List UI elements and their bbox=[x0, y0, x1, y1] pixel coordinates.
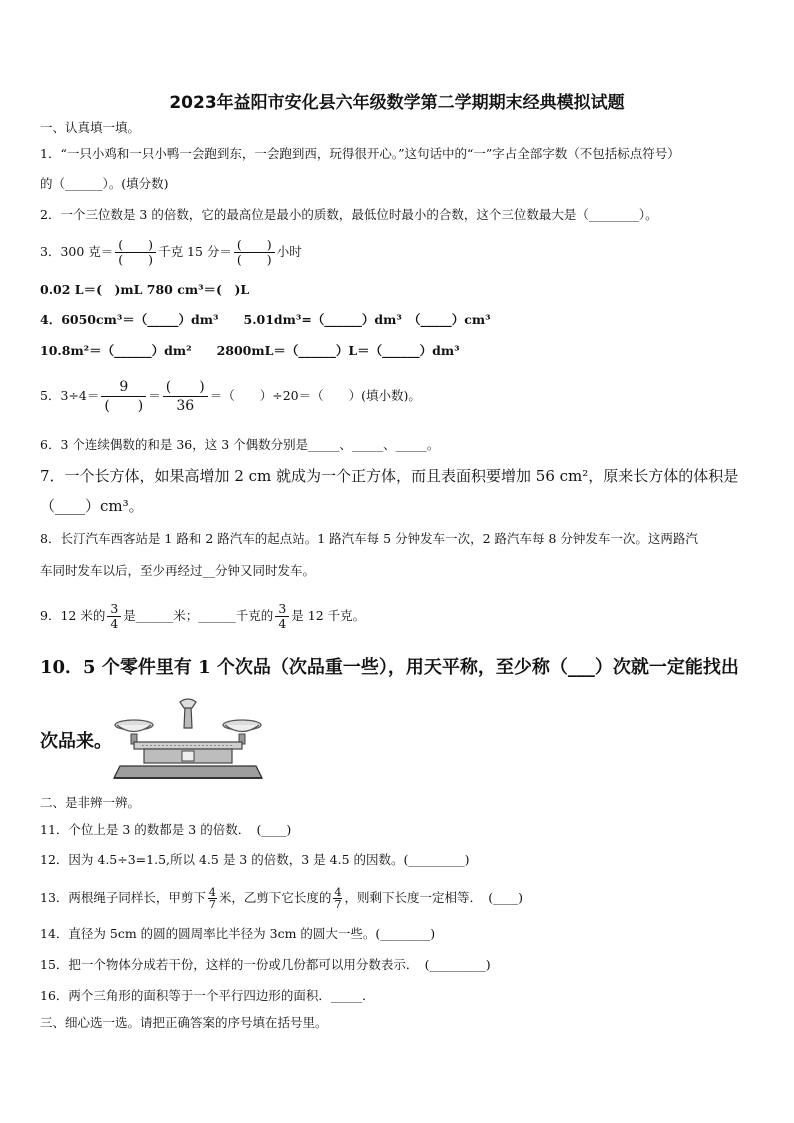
section-3-heading: 三、细心选一选。请把正确答案的序号填在括号里。 bbox=[40, 1015, 328, 1030]
q5-text-b: ＝（ ）÷20＝（ ）(填小数)。 bbox=[209, 388, 421, 403]
q5-fraction-1 bbox=[101, 378, 146, 415]
q13-text-c: ，则剩下长度一定相等． (____) bbox=[344, 890, 523, 905]
question-7-line-2: （____）cm³。 bbox=[40, 497, 144, 515]
q3-frac1-num: ( ) bbox=[115, 238, 156, 253]
q5-text-a: 5．3÷4＝ bbox=[40, 388, 100, 403]
question-10-line-2: 次品来。 bbox=[40, 731, 112, 752]
question-1-line-1: 1．“一只小鸡和一只小鸭一会跑到东，一会跑到西，玩得很开心。”这句话中的“一”字占全部字数（不包括标点符号） bbox=[40, 146, 680, 161]
question-13 bbox=[40, 880, 523, 916]
q13-frac2-den: 7 bbox=[334, 898, 342, 911]
question-9 bbox=[40, 597, 365, 635]
q13-text-b: 米，乙剪下它长度的 bbox=[218, 890, 332, 905]
question-8-line-2: 车同时发车以后，至少再经过__分钟又同时发车。 bbox=[40, 563, 316, 578]
q5-frac2-num: ( ) bbox=[163, 378, 208, 397]
question-4-line-2: 10.8m²＝（______）dm² 2800mL＝（______）L＝（______）dm³ bbox=[40, 343, 460, 358]
question-6: 6．3 个连续偶数的和是 36，这 3 个偶数分别是_____、_____、_____。 bbox=[40, 437, 440, 452]
q5-frac1-num: 9 bbox=[101, 378, 146, 397]
q3-text-b: 千克 15 分＝ bbox=[158, 244, 232, 259]
question-3 bbox=[40, 236, 302, 268]
question-10-line-1: 10．5 个零件里有 1 个次品（次品重一些），用天平称，至少称（___）次就一定能找出 bbox=[40, 657, 739, 678]
question-3-line-2: 0.02 L＝( )mL 780 cm³＝( )L bbox=[40, 282, 250, 297]
q3-fraction-1 bbox=[115, 238, 156, 267]
q13-frac1-num: 4 bbox=[208, 886, 216, 899]
q9-text-b: 是______米；______千克的 bbox=[123, 608, 274, 623]
section-2-heading: 二、是非辨一辨。 bbox=[40, 795, 141, 810]
q9-frac2-num: 3 bbox=[275, 602, 289, 617]
q13-fraction-1 bbox=[208, 887, 217, 910]
q9-frac1-num: 3 bbox=[107, 602, 121, 617]
question-5 bbox=[40, 374, 421, 418]
question-14: 14．直径为 5cm 的圆的圆周率比半径为 3cm 的圆大一些。(________) bbox=[40, 926, 436, 941]
question-4-line-1: 4．6050cm³＝（_____）dm³ 5.01dm³=（______）dm³ （_____）cm³ bbox=[40, 312, 491, 327]
q3-text-c: 小时 bbox=[276, 244, 302, 259]
question-8-line-1: 8．长汀汽车西客站是 1 路和 2 路汽车的起点站。1 路汽车每 5 分钟发车一次，2 路汽车每 8 分钟发车一次。这两路汽 bbox=[40, 531, 698, 546]
q9-frac1-den: 4 bbox=[110, 616, 119, 631]
question-1-line-2: 的（______）。(填分数) bbox=[40, 176, 169, 191]
q13-text-a: 13．两根绳子同样长，甲剪下 bbox=[40, 890, 206, 905]
page-title: 2023年益阳市安化县六年级数学第二学期期末经典模拟试题 bbox=[169, 93, 625, 113]
q5-fraction-2 bbox=[163, 378, 208, 415]
q5-frac2-den: 36 bbox=[176, 398, 195, 414]
balance-scale-icon bbox=[112, 698, 272, 784]
q13-frac2-num: 4 bbox=[334, 886, 342, 899]
q13-fraction-2 bbox=[333, 887, 342, 910]
q3-text-a: 3．300 克＝ bbox=[40, 244, 114, 259]
balance-scale-illustration bbox=[112, 698, 272, 788]
question-7-line-1: 7．一个长方体，如果高增加 2 cm 就成为一个正方体，而且表面积要增加 56 cm²，原来长方体的体积是 bbox=[40, 467, 739, 485]
question-16: 16．两个三角形的面积等于一个平行四边形的面积．_____． bbox=[40, 988, 375, 1003]
q5-eq: ＝ bbox=[148, 388, 161, 403]
q3-frac2-den: ( ) bbox=[236, 252, 272, 267]
q13-frac1-den: 7 bbox=[208, 898, 216, 911]
q9-text-a: 9．12 米的 bbox=[40, 608, 106, 623]
q3-frac1-den: ( ) bbox=[118, 252, 154, 267]
question-2: 2．一个三位数是 3 的倍数，它的最高位是最小的质数，最低位时最小的合数，这个三位数最大是（________）。 bbox=[40, 207, 658, 222]
q9-text-c: 是 12 千克。 bbox=[291, 608, 366, 623]
question-11: 11．个位上是 3 的数都是 3 的倍数． (____) bbox=[40, 822, 292, 837]
section-1-heading: 一、认真填一填。 bbox=[40, 120, 141, 135]
q9-fraction-2 bbox=[275, 602, 289, 631]
q9-fraction-1 bbox=[107, 602, 121, 631]
q5-frac1-den: ( ) bbox=[104, 398, 144, 414]
q3-fraction-2 bbox=[234, 238, 275, 267]
question-15: 15．把一个物体分成若干份，这样的一份或几份都可以用分数表示． (_________) bbox=[40, 957, 491, 972]
question-12: 12．因为 4.5÷3=1.5,所以 4.5 是 3 的倍数，3 是 4.5 的因数。(_________) bbox=[40, 852, 470, 867]
q3-frac2-num: ( ) bbox=[234, 238, 275, 253]
q9-frac2-den: 4 bbox=[278, 616, 287, 631]
